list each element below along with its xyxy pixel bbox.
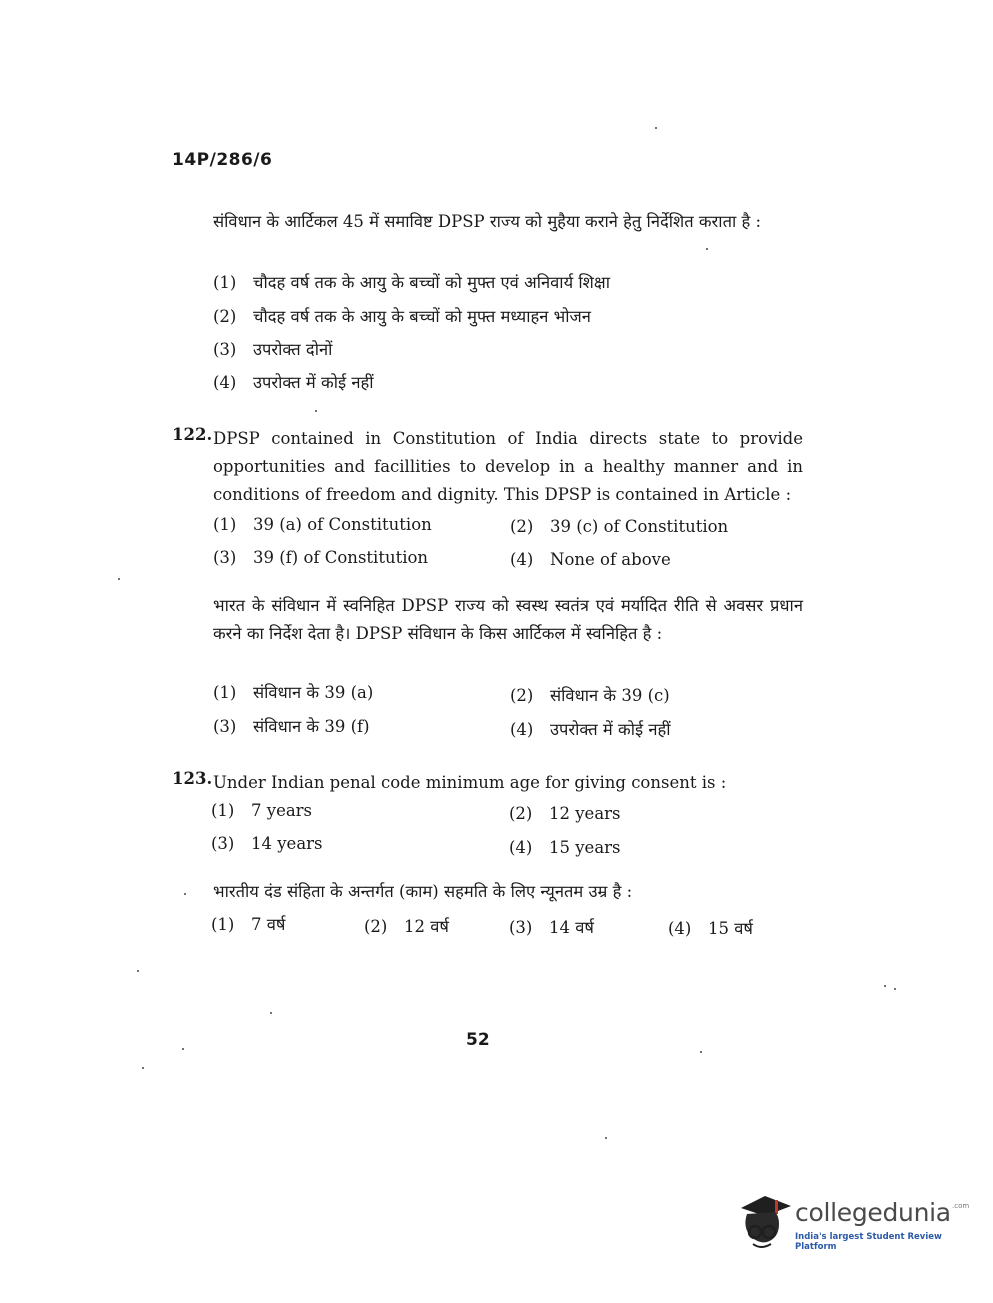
- q123-number: 123.: [172, 769, 213, 788]
- scan-speck: [700, 1051, 702, 1053]
- scan-speck: [118, 578, 120, 580]
- paper-code: 14P/286/6: [172, 150, 273, 170]
- q122-option-1: (1) 39 (a) of Constitution: [213, 515, 432, 534]
- brand-name: collegedunia: [795, 1198, 951, 1227]
- scan-speck: [142, 1067, 144, 1069]
- q123-option-4: (4) 15 years: [509, 838, 621, 857]
- q123-hindi-stem: भारतीय दंड संहिता के अन्तर्गत (काम) सहमति के लिए न्यूनतम उम्र है :: [213, 882, 633, 901]
- q121-hindi-stem: संविधान के आर्टिकल 45 में समाविष्ट DPSP राज्य को मुहैया कराने हेतु निर्देशित कराता है :: [213, 212, 762, 231]
- q123-option-3: (3) 14 years: [211, 834, 323, 853]
- scan-speck: [137, 970, 139, 972]
- brand-tld: .com: [952, 1202, 970, 1210]
- brand-tagline: India's largest Student Review Platform: [795, 1232, 942, 1252]
- q122-hindi-option-4: (4) उपरोक्त में कोई नहीं: [510, 720, 671, 739]
- mascot-icon: [735, 1192, 793, 1254]
- scan-speck: [270, 1012, 272, 1014]
- q122-number: 122.: [172, 425, 213, 444]
- q122-option-3: (3) 39 (f) of Constitution: [213, 548, 429, 567]
- scan-speck: [655, 127, 657, 129]
- q122-hindi-option-1: (1) संविधान के 39 (a): [213, 683, 374, 702]
- q123-stem: Under Indian penal code minimum age for giving consent is :: [213, 773, 727, 792]
- collegedunia-watermark: [735, 1192, 970, 1262]
- q123-hindi-option-3: (3) 14 वर्ष: [509, 918, 594, 937]
- q123-hindi-option-1: (1) 7 वर्ष: [211, 915, 286, 934]
- q121-hindi-option-1: (1) चौदह वर्ष तक के आयु के बच्चों को मुफ्त एवं अनिवार्य शिक्षा: [213, 273, 610, 292]
- q122-hindi-option-3: (3) संविधान के 39 (f): [213, 717, 370, 736]
- q122-stem: DPSP contained in Constitution of India directs state to provide opportunities and facillities to develop in a healthy manner and in conditions of freedom and dignity. This DPSP is contained in Article :: [213, 429, 803, 504]
- scan-speck: [706, 248, 708, 250]
- q123-option-1: (1) 7 years: [211, 801, 313, 820]
- page-number: 52: [466, 1030, 490, 1050]
- q121-hindi-option-3: (3) उपरोक्त दोनों: [213, 340, 333, 359]
- q121-hindi-option-2: (2) चौदह वर्ष तक के आयु के बच्चों को मुफ्त मध्याहन भोजन: [213, 307, 591, 326]
- scan-speck: [315, 410, 317, 412]
- q123-hindi-option-4: (4) 15 वर्ष: [668, 919, 753, 938]
- scan-speck: [182, 1048, 184, 1050]
- q122-option-2: (2) 39 (c) of Constitution: [510, 517, 729, 536]
- q122-hindi-option-2: (2) संविधान के 39 (c): [510, 686, 670, 705]
- q121-hindi-option-4: (4) उपरोक्त में कोई नहीं: [213, 373, 374, 392]
- scan-speck: [884, 985, 886, 987]
- scan-speck: [894, 988, 896, 990]
- q122-option-4: (4) None of above: [510, 550, 671, 569]
- scan-speck: [605, 1137, 607, 1139]
- scan-speck: [184, 893, 186, 895]
- q123-hindi-option-2: (2) 12 वर्ष: [364, 917, 449, 936]
- q123-option-2: (2) 12 years: [509, 804, 621, 823]
- q122-hindi-stem: भारत के संविधान में स्वनिहित DPSP राज्य को स्वस्थ स्वतंत्र एवं मर्यादित रीति से अवसर प्रधान करने का निर्देश देता है। DPSP संविधान के किस आर्टिकल में स्वनिहित है :: [213, 596, 803, 643]
